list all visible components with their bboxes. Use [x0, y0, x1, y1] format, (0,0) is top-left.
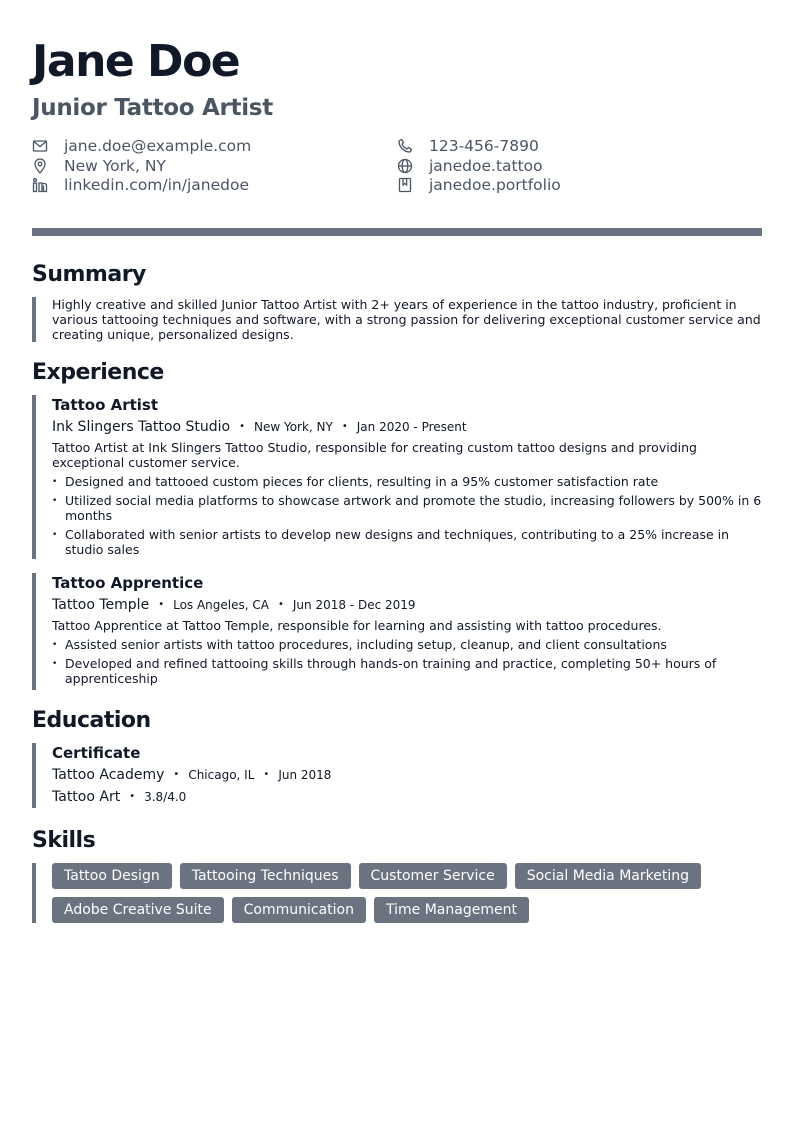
- contact-portfolio[interactable]: [397, 175, 561, 194]
- skills-block: [32, 863, 762, 923]
- summary-block: [32, 297, 762, 342]
- job-bullet: • Developed and refined tattooing skills through hands-on training and practice, completing 50+ hours of apprenticeship: [65, 656, 762, 686]
- separator-dot: •: [263, 769, 270, 780]
- education-degree: Certificate: [52, 744, 141, 762]
- contact-website-text[interactable]: janedoe.tattoo: [429, 156, 543, 175]
- job-dates: Jun 2018 - Dec 2019: [292, 598, 416, 612]
- contact-website[interactable]: [397, 156, 543, 175]
- linkedin-icon: [32, 177, 48, 193]
- job-title: Tattoo Artist: [52, 396, 159, 414]
- skill-chip: Tattooing Techniques: [180, 863, 351, 889]
- contact-section: [32, 136, 762, 198]
- skill-chip: Tattoo Design: [52, 863, 172, 889]
- contact-linkedin-text[interactable]: linkedin.com/in/janedoe: [64, 175, 249, 194]
- job-company: Tattoo Temple: [52, 597, 150, 613]
- job-company: Ink Slingers Tattoo Studio: [52, 419, 231, 435]
- education-meta: [52, 765, 762, 785]
- job-meta: [52, 595, 762, 615]
- skill-chip: Customer Service: [359, 863, 507, 889]
- skill-chip: Time Management: [374, 897, 529, 923]
- job-bullets: [52, 637, 762, 686]
- contact-location: [32, 156, 166, 175]
- summary-text: Highly creative and skilled Junior Tattoo Artist with 2+ years of experience in the tattoo industry, proficient in various tattooing techniques and software, with a strong passion for delivering exceptional customer service and creating unique, personalized designs.: [52, 297, 761, 342]
- education-school: Tattoo Academy: [52, 767, 165, 783]
- job-bullet: • Assisted senior artists with tattoo procedures, including setup, cleanup, and client consultations: [65, 637, 762, 652]
- contact-phone-text[interactable]: 123-456-7890: [429, 136, 539, 155]
- skills-list: [52, 863, 762, 923]
- job-bullet: • Utilized social media platforms to showcase artwork and promote the studio, increasing followers by 500% in 6 months: [65, 493, 762, 523]
- separator-dot: •: [239, 421, 245, 432]
- job-dates: Jan 2020 - Present: [356, 420, 467, 434]
- skill-chip: Communication: [232, 897, 366, 923]
- education-field: Tattoo Art: [52, 789, 121, 805]
- contact-phone[interactable]: [397, 136, 539, 155]
- education-gpa: 3.8/4.0: [144, 790, 187, 804]
- job-meta: [52, 417, 762, 437]
- header-divider: [32, 228, 762, 236]
- education-heading: Education: [32, 708, 151, 733]
- mail-icon: [32, 138, 48, 154]
- separator-dot: •: [158, 599, 165, 610]
- contact-email[interactable]: [32, 136, 251, 155]
- separator-dot: •: [341, 421, 348, 432]
- summary-heading: Summary: [32, 262, 146, 287]
- skills-heading: Skills: [32, 828, 96, 853]
- education-field-row: [52, 787, 762, 807]
- experience-item: [32, 395, 762, 559]
- job-bullet: • Collaborated with senior artists to develop new designs and techniques, contributing to a 25% increase in studio sales: [65, 527, 762, 557]
- separator-dot: •: [277, 599, 284, 610]
- job-bullet: • Designed and tattooed custom pieces for clients, resulting in a 95% customer satisfaction rate: [65, 474, 762, 489]
- job-bullets: [52, 474, 762, 557]
- skill-chip: Social Media Marketing: [515, 863, 701, 889]
- contact-location-text: New York, NY: [64, 156, 166, 175]
- separator-dot: •: [173, 769, 180, 780]
- bookmark-book-icon: [397, 177, 413, 193]
- skill-chip: Adobe Creative Suite: [52, 897, 224, 923]
- job-description: Tattoo Apprentice at Tattoo Temple, responsible for learning and assisting with tattoo procedures.: [52, 618, 662, 633]
- job-location: Los Angeles, CA: [173, 598, 269, 612]
- education-date: Jun 2018: [278, 768, 332, 782]
- candidate-name: Jane Doe: [32, 36, 240, 87]
- job-location: New York, NY: [253, 420, 333, 434]
- education-location: Chicago, IL: [188, 768, 255, 782]
- candidate-role: Junior Tattoo Artist: [32, 95, 273, 121]
- map-pin-icon: [32, 158, 48, 174]
- experience-heading: Experience: [32, 360, 164, 385]
- separator-dot: •: [129, 791, 136, 802]
- education-item: [32, 743, 762, 808]
- contact-portfolio-text[interactable]: janedoe.portfolio: [429, 175, 561, 194]
- experience-item: [32, 573, 762, 690]
- job-title: Tattoo Apprentice: [52, 574, 204, 592]
- globe-icon: [397, 158, 413, 174]
- job-description: Tattoo Artist at Ink Slingers Tattoo Studio, responsible for creating custom tattoo designs and providing exceptional customer service.: [52, 440, 697, 470]
- contact-email-text[interactable]: jane.doe@example.com: [64, 136, 252, 155]
- phone-icon: [397, 138, 413, 154]
- contact-linkedin[interactable]: [32, 175, 249, 194]
